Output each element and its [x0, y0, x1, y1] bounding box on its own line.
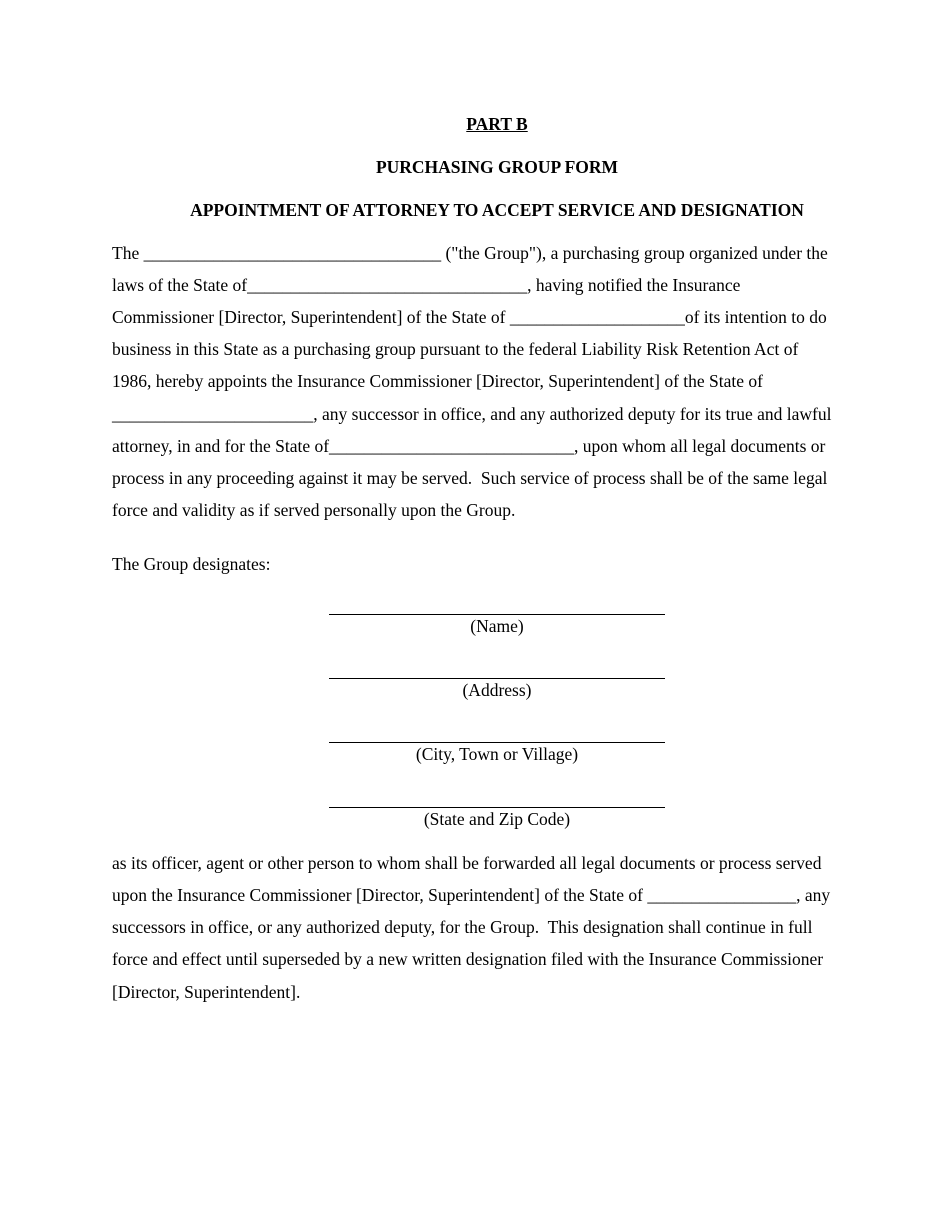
appointment-line: The __________________________________ ("the Group"), a purchasing group organized under the: [112, 243, 828, 263]
closing-line: [Director, Superintendent].: [112, 982, 301, 1002]
city-field[interactable]: [328, 742, 666, 764]
address-label: (Address): [462, 680, 532, 700]
closing-line: as its officer, agent or other person to whom shall be forwarded all legal documents or process served: [112, 853, 822, 873]
part-title: PART B: [466, 114, 528, 134]
state-zip-label: (State and Zip Code): [423, 809, 571, 829]
state-zip-signature-line[interactable]: [329, 807, 665, 808]
city-signature-line[interactable]: [329, 742, 665, 743]
name-field[interactable]: [328, 614, 666, 636]
appointment-title: APPOINTMENT OF ATTORNEY TO ACCEPT SERVICE AND DESIGNATION: [190, 200, 804, 220]
appointment-line: business in this State as a purchasing group pursuant to the federal Liability Risk Retention Act of: [112, 339, 799, 359]
address-field[interactable]: [328, 678, 666, 700]
name-label: (Name): [470, 616, 524, 636]
appointment-line: force and validity as if served personally upon the Group.: [112, 500, 516, 520]
address-signature-line[interactable]: [329, 678, 665, 679]
appointment-line: Commissioner [Director, Superintendent] of the State of ____________________of its intention to do: [112, 307, 827, 327]
form-title: PURCHASING GROUP FORM: [375, 157, 619, 177]
appointment-line: process in any proceeding against it may be served. Such service of process shall be of the same legal: [112, 468, 828, 488]
closing-line: upon the Insurance Commissioner [Director, Superintendent] of the State of _________________, any: [112, 885, 831, 905]
designates-label: The Group designates:: [112, 554, 271, 574]
appointment-line: 1986, hereby appoints the Insurance Commissioner [Director, Superintendent] of the State of: [112, 371, 764, 391]
closing-line: successors in office, or any authorized deputy, for the Group. This designation shall continue in full: [112, 917, 813, 937]
closing-line: force and effect until superseded by a new written designation filed with the Insurance Commissioner: [112, 949, 824, 969]
name-signature-line[interactable]: [329, 614, 665, 615]
appointment-line: laws of the State of________________________________, having notified the Insurance: [112, 275, 741, 295]
appointment-line: _______________________, any successor in office, and any authorized deputy for its true and lawful: [112, 404, 832, 424]
state-zip-field[interactable]: [328, 807, 666, 829]
city-label: (City, Town or Village): [415, 744, 579, 764]
appointment-line: attorney, in and for the State of____________________________, upon whom all legal documents or: [112, 436, 826, 456]
